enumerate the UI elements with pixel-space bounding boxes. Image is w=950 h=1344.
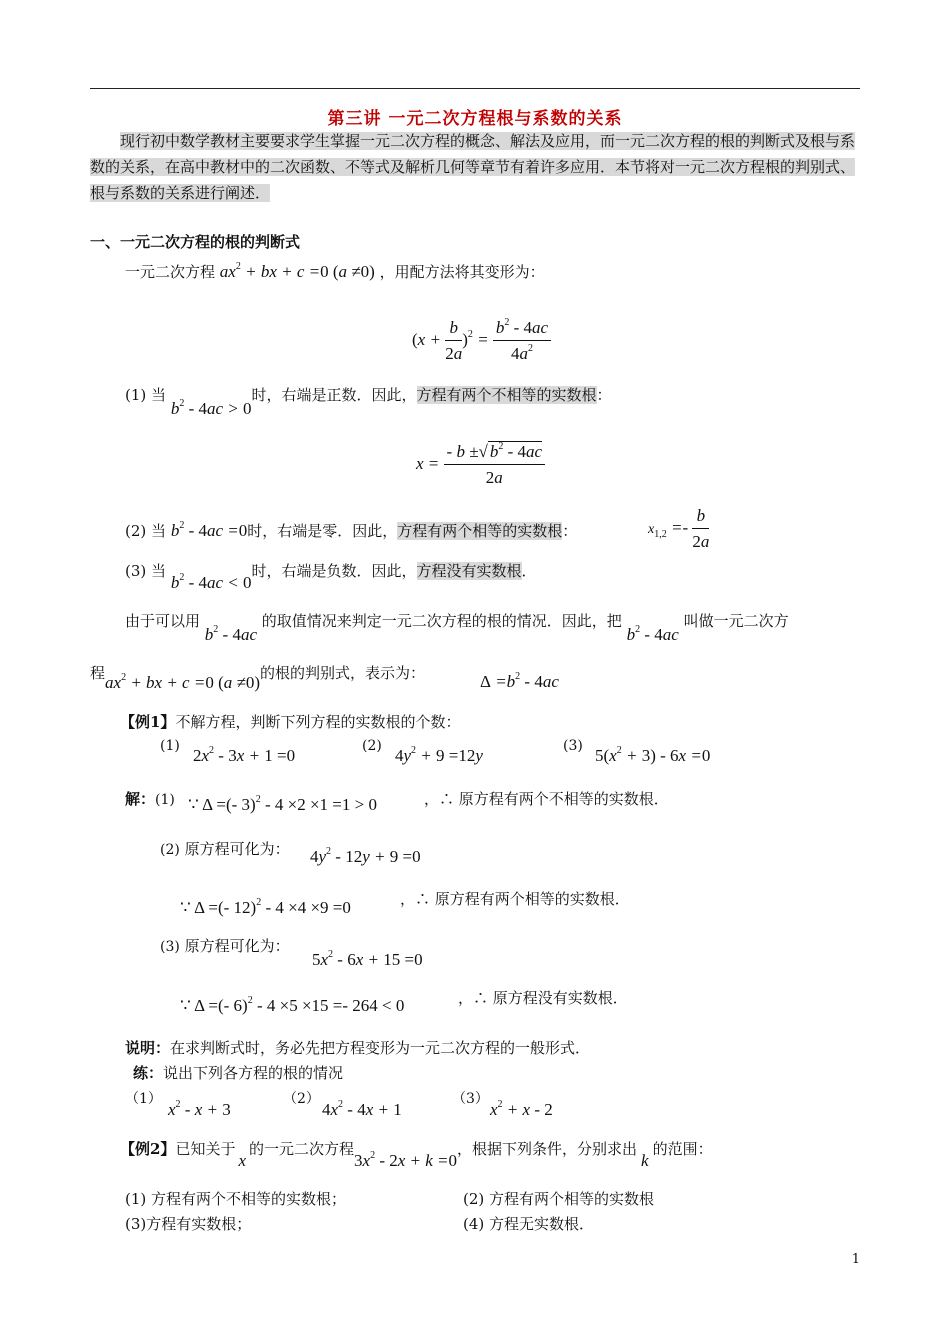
solution-label: 解：	[125, 790, 156, 808]
solution-2-text: 原方程可化为：	[184, 840, 290, 858]
note	[125, 1037, 590, 1058]
discriminant-expr-1: $b^2 - 4ac$	[204, 624, 258, 644]
example-1-label: 【例1】	[120, 713, 176, 731]
solution-2-math: ∵ Δ =(- 12)$^2$ - 4 ×4 ×9 =0	[180, 897, 351, 917]
solution-3-math: ∵ Δ =(- 6)$^2$ - 4 ×5 ×15 =- 264 < 0	[180, 995, 405, 1015]
case-2	[125, 520, 577, 541]
quadratic-general-form-2: $ax^2$ + bx + c =0 (a ≠0)	[105, 672, 261, 692]
exercise-2-number: （2）	[283, 1091, 320, 1107]
solution-2-end: 原方程有两个相等的实数根．	[434, 890, 630, 908]
case-3-end: ．	[521, 562, 537, 580]
case-3-text: 时，右端是负数．因此，	[251, 562, 417, 580]
para1-c: 叫做一元二次方	[683, 612, 789, 630]
case-1	[125, 384, 612, 418]
solution-1-number: (1)	[155, 792, 175, 808]
solution-2-conclusion: ，∴ 原方程有两个相等的实数根．	[400, 890, 630, 908]
page-title: 第三讲 一元二次方程根与系数的关系	[327, 109, 623, 129]
exercise-prompt	[133, 1062, 343, 1083]
solution-1-end: 原方程有两个不相等的实数根．	[458, 790, 669, 808]
ex1-equation-2: $4y^2 + 9 =12y$	[395, 745, 483, 765]
discriminant-para-line2	[90, 662, 426, 692]
solution-1	[125, 788, 175, 809]
page-number: 1	[851, 1252, 860, 1267]
ex1-item2-number: (2)	[362, 738, 382, 754]
case-1-text: 时，右端是正数．因此，	[251, 386, 417, 404]
discriminant-definition: $\Delta =b^2 - 4ac$	[480, 671, 559, 691]
para2-b: 的根的判别式，表示为：	[260, 664, 426, 682]
ex1-equation-1: $2x^2 - 3x + 1 =0$	[193, 745, 296, 765]
ex1-item1-number: (1)	[160, 738, 180, 754]
lead-after: ，用配方法将其变形为：	[379, 263, 545, 281]
discriminant-para-line1	[125, 610, 789, 644]
example-1-text: 不解方程，判断下列方程的实数根的个数：	[175, 713, 461, 731]
solution-3-conclusion: ，∴ 原方程没有实数根．	[458, 989, 628, 1007]
solution-3-text: 原方程可化为：	[184, 937, 290, 955]
exercise-label: 练：	[133, 1064, 164, 1082]
example-2-text-d: 的范围：	[652, 1140, 713, 1158]
example-2-prompt	[120, 1138, 713, 1170]
example-2-text-b: 的一元二次方程	[249, 1140, 355, 1158]
example-2-condition-4: (4) 方程无实数根．	[463, 1215, 595, 1233]
case-1-end: ：	[596, 386, 612, 404]
example-2-equation: $3x^2 - 2x + k =0$	[354, 1150, 458, 1170]
solution-3	[160, 935, 290, 956]
section-heading: 一、一元二次方程的根的判断式	[90, 233, 301, 251]
example-2-text-a: 已知关于	[175, 1140, 236, 1158]
case-3	[125, 560, 537, 592]
note-label: 说明：	[125, 1039, 171, 1057]
lead-text: 一元二次方程	[125, 263, 216, 281]
case-3-highlight: 方程没有实数根	[416, 562, 522, 580]
quadratic-formula: x = $\frac{- b \pm√ b^2 - 4ac}{2a}$	[416, 442, 545, 488]
solution-2	[160, 838, 290, 859]
case-2-condition: $b^2 - 4ac =0$	[170, 520, 248, 540]
ex1-item3-number: (3)	[563, 738, 583, 754]
note-text: 在求判断式时，务必先把方程变形为一元二次方程的一般形式．	[170, 1039, 591, 1057]
case-1-condition: $b^2 - 4ac > 0$	[170, 398, 252, 418]
exercise-3-expr: $x^2 + x - 2$	[490, 1099, 553, 1119]
case-3-condition: $b^2 - 4ac < 0$	[170, 572, 252, 592]
variable-k: k	[641, 1151, 649, 1170]
example-1-prompt	[120, 711, 460, 732]
variable-x: x	[238, 1151, 246, 1170]
case-2-number: (2) 当	[125, 522, 167, 540]
example-2-text-c: ，根据下列条件，分别求出	[457, 1140, 638, 1158]
case-1-number: (1) 当	[125, 386, 167, 404]
solution-1-conclusion: ，∴ 原方程有两个不相等的实数根．	[424, 790, 669, 808]
para2-a: 程	[90, 664, 106, 682]
solution-3-equation: $5x^2 - 6x + 15 =0$	[312, 949, 423, 969]
solution-3-end: 原方程没有实数根．	[492, 989, 628, 1007]
completed-square-formula: (x + $\frac{b}{2a}$ )$^2$ = $\frac{b^2 - 4ac}{4a^2}$	[412, 318, 551, 364]
example-2-condition-2: (2) 方程有两个相等的实数根	[463, 1190, 655, 1208]
example-2-condition-3: (3)方程有实数根；	[125, 1215, 252, 1233]
example-2-condition-1: (1) 方程有两个不相等的实数根；	[125, 1190, 347, 1208]
case-2-highlight: 方程有两个相等的实数根	[397, 522, 563, 540]
case-3-number: (3) 当	[125, 562, 167, 580]
double-root-formula: $x_{1,2}$ =- $\frac{b}{2a}$	[648, 506, 710, 551]
exercise-3-number: （3）	[452, 1091, 489, 1107]
discriminant-expr-2: $b^2 - 4ac$	[626, 624, 679, 644]
solution-2-equation: $4y^2 - 12y + 9 =0$	[310, 846, 421, 866]
case-1-highlight: 方程有两个不相等的实数根	[416, 386, 597, 404]
ex1-equation-3: $5(x^2 + 3) - 6x =0$	[595, 745, 711, 765]
quadratic-general-form: $ax^2$ + bx + c =0 (a ≠0)	[219, 261, 375, 281]
exercise-text: 说出下列各方程的根的情况	[163, 1064, 344, 1082]
para1-b: 的取值情况来判定一元二次方程的根的情况．因此，把	[261, 612, 622, 630]
exercise-2-expr: $4x^2 - 4x + 1$	[322, 1099, 402, 1119]
top-rule	[90, 88, 860, 89]
case-2-end: ：	[562, 522, 578, 540]
exercise-1-number: （1）	[125, 1091, 162, 1107]
para1-a: 由于可以用	[125, 612, 201, 630]
solution-2-number: (2)	[160, 842, 180, 858]
intro-text: 现行初中数学教材主要要求学生掌握一元二次方程的概念、解法及应用，而一元二次方程的根的判断式及根与系数的关系，在高中教材中的二次函数、不等式及解析几何等章节有着许多应用．本节将对一元二次方程根的判别式、根与系数的关系进行阐述．	[90, 132, 856, 202]
solution-1-math: ∵ Δ =(- 3)$^2$ - 4 ×2 ×1 =1 > 0	[188, 794, 377, 814]
intro-paragraph	[90, 128, 862, 206]
lead-line	[125, 261, 545, 282]
case-2-text: 时，右端是零．因此，	[247, 522, 398, 540]
exercise-1-expr: $x^2 - x + 3$	[168, 1099, 231, 1119]
example-2-label: 【例2】	[120, 1140, 176, 1158]
solution-3-number: (3)	[160, 939, 180, 955]
